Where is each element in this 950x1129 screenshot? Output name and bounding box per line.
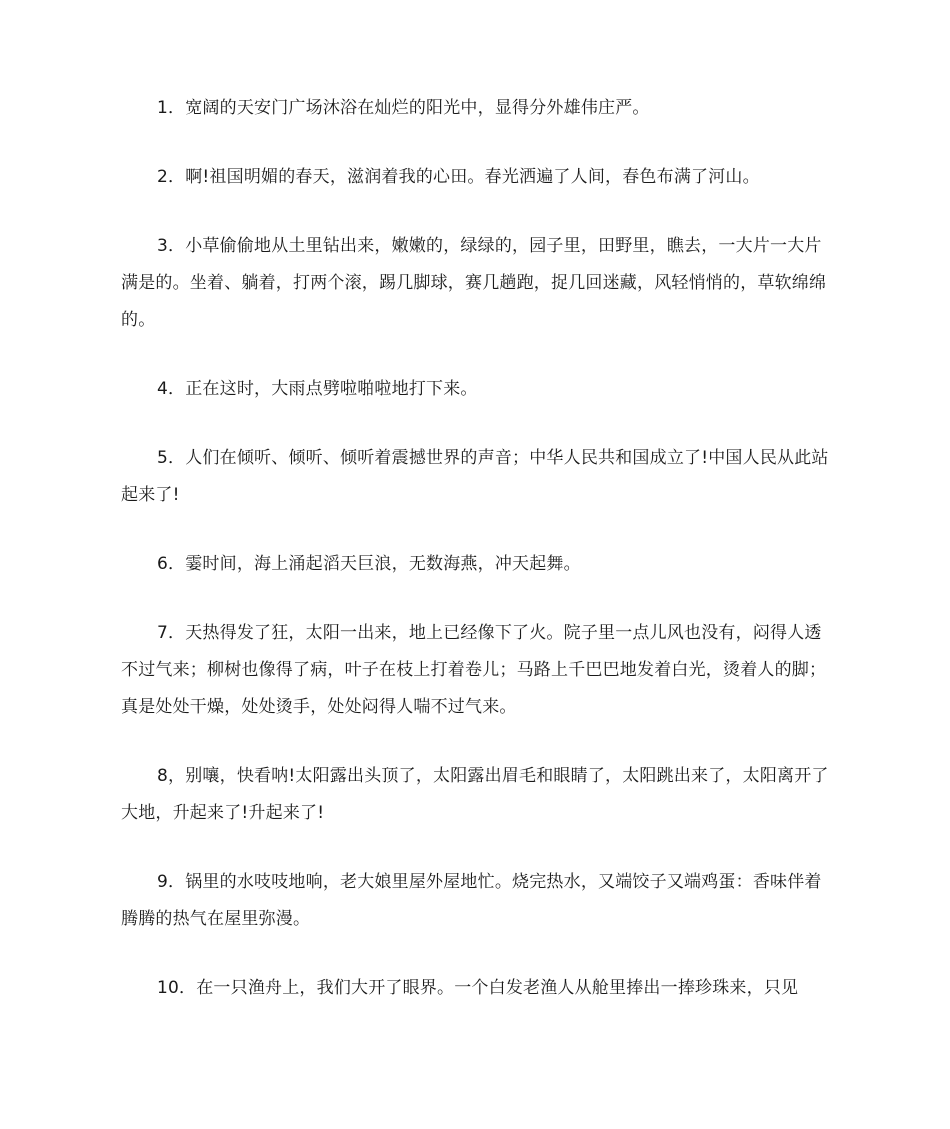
paragraph-9: 9．锅里的水吱吱地响，老大娘里屋外屋地忙。烧完热水，又端饺子又端鸡蛋：香味伴着腾腾的热气在屋里弥漫。 (121, 872, 822, 929)
paragraph-2: 2．啊!祖国明媚的春天，滋润着我的心田。春光洒遍了人间，春色布满了河山。 (157, 167, 760, 187)
paragraph-10: 10．在一只渔舟上，我们大开了眼界。一个白发老渔人从舱里捧出一捧珍珠来，只见 (157, 978, 799, 998)
document-body (121, 90, 833, 1039)
paragraph-1: 1．宽阔的天安门广场沐浴在灿烂的阳光中，显得分外雄伟庄严。 (157, 98, 650, 118)
paragraph-4: 4．正在这时，大雨点劈啦啪啦地打下来。 (157, 379, 478, 399)
paragraph-8: 8，别嚷，快看呐!太阳露出头顶了，太阳露出眉毛和眼睛了，太阳跳出来了，太阳离开了大地，升起来了!升起来了! (121, 766, 829, 823)
paragraph-6: 6．霎时间，海上涌起滔天巨浪，无数海燕，冲天起舞。 (157, 554, 581, 574)
paragraph-7: 7．天热得发了狂，太阳一出来，地上已经像下了火。院子里一点儿风也没有，闷得人透不过气来；柳树也像得了病，叶子在枝上打着卷儿；马路上千巴巴地发着白光，烫着人的脚；真是处处干燥，处处烫手，处处闷得人喘不过气来。 (121, 623, 827, 717)
paragraph-3: 3．小草偷偷地从土里钻出来，嫩嫩的，绿绿的，园子里，田野里，瞧去，一大片一大片满是的。坐着、躺着，打两个滚，踢几脚球，赛几趟跑，捉几回迷藏，风轻悄悄的，草软绵绵的。 (121, 236, 827, 330)
paragraph-5: 5．人们在倾听、倾听、倾听着震撼世界的声音；中华人民共和国成立了!中国人民从此站起来了! (121, 448, 829, 505)
